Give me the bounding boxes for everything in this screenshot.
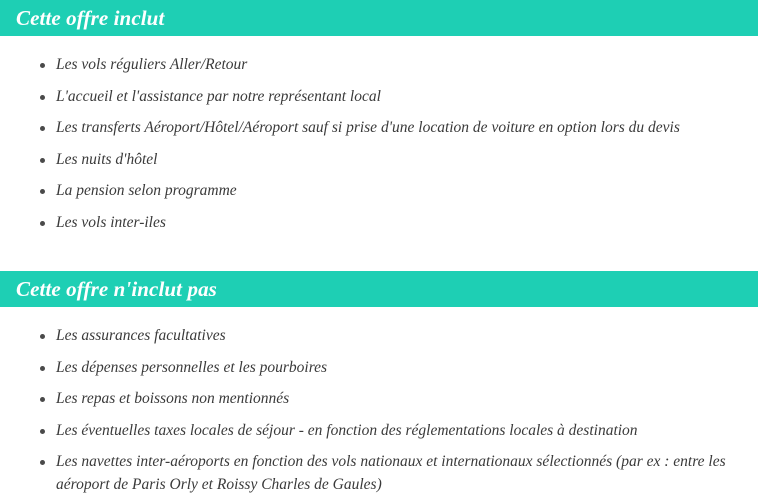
list-item (40, 325, 728, 348)
section-spacer (0, 243, 758, 271)
list-item-text: Les navettes inter-aéroports en fonction des vols nationaux et internationaux sélectionnés (par ex : entre les aéroport de Paris Orly et Roissy Charles de Gaules) (56, 453, 726, 493)
list-item (40, 86, 728, 109)
list-item (40, 212, 728, 235)
section-included-title: Cette offre inclut (0, 0, 758, 36)
list-item (40, 357, 728, 380)
list-item-text: Les vols réguliers Aller/Retour (56, 56, 248, 73)
included-list (0, 54, 758, 234)
list-item (40, 451, 728, 496)
list-item (40, 54, 728, 77)
list-item-text: Les assurances facultatives (56, 327, 226, 344)
list-item-text: Les dépenses personnelles et les pourboires (56, 358, 328, 376)
section-not-included-body (0, 307, 758, 496)
list-item-text: Les vols inter-iles (56, 213, 166, 231)
list-item-text: La pension selon programme (56, 182, 237, 199)
list-item (40, 149, 728, 172)
list-item (40, 388, 728, 411)
list-item (40, 420, 728, 443)
list-item (40, 117, 728, 140)
list-item-text: Les repas et boissons non mentionnés (56, 390, 290, 407)
list-item-text: Les transferts Aéroport/Hôtel/Aéroport sauf si prise d'une location de voiture en option lors du devis (56, 119, 680, 136)
list-item-text: Les éventuelles taxes locales de séjour - en fonction des réglementations locales à destination (56, 421, 638, 439)
section-not-included (0, 271, 758, 496)
section-included-body (0, 36, 758, 234)
not-included-list (0, 325, 758, 496)
list-item-text: Les nuits d'hôtel (56, 150, 158, 168)
section-not-included-title: Cette offre n'inclut pas (0, 271, 758, 307)
list-item-text: L'accueil et l'assistance par notre représentant local (56, 87, 381, 105)
list-item (40, 180, 728, 203)
section-included (0, 0, 758, 234)
